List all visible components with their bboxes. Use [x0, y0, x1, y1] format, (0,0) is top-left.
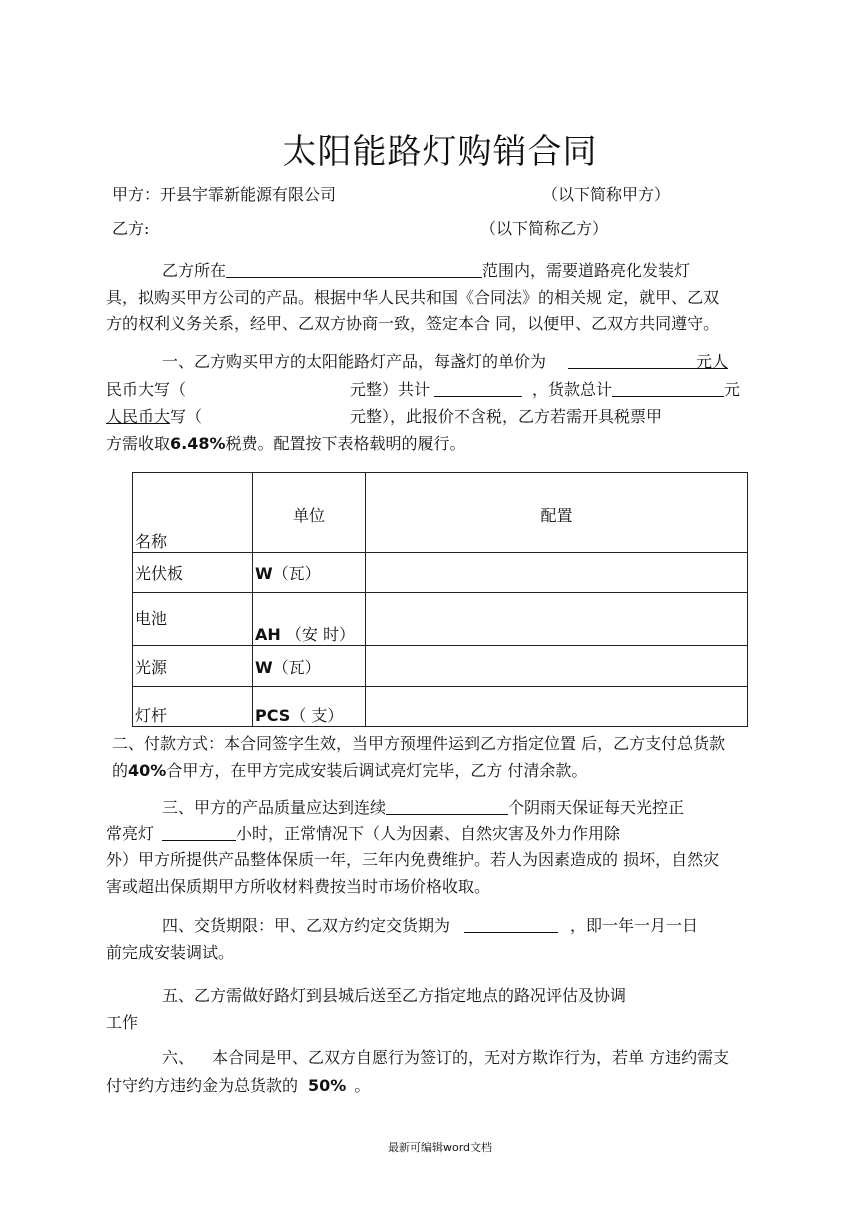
clause3-text-1b: 个阴雨天保证每天光控正: [508, 798, 685, 817]
clause3-text-2b: 小时，正常情况下（人为因素、自然灾害及外力作用除: [236, 824, 621, 843]
clause4-text-1a: 四、交货期限：甲、乙双方约定交货期为: [162, 916, 451, 935]
table-row: [133, 646, 748, 687]
clause1-text-2c: ，货款总计: [532, 380, 613, 399]
row-unit-code: PCS: [255, 706, 291, 725]
intro-text-1b: 范围内，需要道路亮化发装灯: [482, 261, 691, 280]
clause2-text-2a: 的: [112, 761, 129, 780]
lighting-hours-blank[interactable]: [162, 824, 236, 841]
clause1-text-3c: 元整），此报价不含税，乙方若需开具税票甲: [350, 407, 663, 426]
clause1-text-1a: 一、乙方购买甲方的太阳能路灯产品，每盏灯的单价为: [162, 352, 547, 371]
row-name: 灯杆: [133, 687, 253, 727]
clause1-line-4: [106, 434, 466, 454]
table-row: [133, 593, 748, 646]
clause6-text-2c: 。: [354, 1076, 371, 1095]
row-unit-text: （ 支）: [290, 706, 344, 725]
clause4-line-2: 前完成安装调试。: [106, 943, 235, 962]
delivery-period-blank[interactable]: [464, 916, 558, 933]
clause3-text-2a: 常亮灯: [106, 824, 155, 843]
clause1-text-3a: 人民币大: [106, 407, 171, 426]
document-title: 太阳能路灯购销合同: [282, 132, 598, 172]
clause6-text-2a: 付守约方违约金为总货款的: [106, 1076, 299, 1095]
clause4-line-1: [162, 916, 698, 936]
tax-rate: 6.48%: [170, 434, 226, 453]
deposit-rate: 40%: [128, 761, 167, 780]
row-config-cell[interactable]: [366, 687, 748, 727]
clause6-text-1a: 六、: [162, 1048, 195, 1067]
clause2-line-1: 二、付款方式：本合同签字生效，当甲方预埋件运到乙方指定位置 后，乙方支付总货款: [112, 734, 726, 753]
clause3-line-1: [162, 798, 684, 818]
row-unit: [253, 553, 366, 593]
clause1-line-3: [106, 407, 662, 427]
intro-line-2: 具，拟购买甲方公司的产品。根据中华人民共和国《合同法》的相关规 定，就甲、乙双: [106, 288, 720, 307]
clause6-text-1b: 本合同是甲、乙双方自愿行为签订的，无对方欺诈行为，若单 方违约需支: [212, 1048, 730, 1067]
total-price-blank[interactable]: [612, 380, 724, 397]
row-name: 光源: [133, 646, 253, 687]
table-header-row: [133, 473, 748, 553]
row-unit-text: （安 时）: [285, 625, 355, 644]
clause1-text-2d: 元: [724, 380, 741, 399]
clause1-line-1: [162, 352, 728, 372]
clause1-text-3b: 写（: [170, 407, 203, 426]
row-unit: [253, 646, 366, 687]
clause5-line-1: 五、乙方需做好路灯到县城后送至乙方指定地点的路况评估及协调: [162, 986, 627, 1005]
clause2-line-2: [112, 761, 587, 781]
table-row: [133, 553, 748, 593]
intro-text-1a: 乙方所在: [162, 261, 227, 280]
clause1-text-4c: 税费。配置按下表格载明的履行。: [225, 434, 466, 453]
table-row: [133, 687, 748, 727]
clause3-text-1a: 三、甲方的产品质量应达到连续: [162, 798, 387, 817]
clause2-text-2c: 合甲方，在甲方完成安装后调试亮灯完毕，乙方 付清余款。: [166, 761, 588, 780]
party-a-note: （以下简称甲方）: [542, 185, 671, 204]
row-name: 光伏板: [133, 553, 253, 593]
clause1-text-2a: 民币大写（: [106, 380, 187, 399]
row-unit-code: W: [255, 564, 273, 583]
intro-line-3: 方的权利义务关系，经甲、乙双方协商一致，签定本合 同，以便甲、乙双方共同遵守。: [106, 314, 720, 333]
clause3-line-3: 外）甲方所提供产品整体保质一年，三年内免费维护。若人为因素造成的 损坏，自然灾: [106, 850, 720, 869]
rainy-days-blank[interactable]: [386, 798, 508, 815]
clause1-text-2b: 元整）共计: [350, 380, 431, 399]
row-unit-code: AH: [255, 625, 281, 644]
penalty-rate: 50%: [308, 1076, 347, 1095]
clause1-text-1b: 元人: [696, 352, 729, 371]
row-unit-text: （瓦）: [272, 564, 321, 583]
row-unit: [253, 687, 366, 727]
clause6-line-1: [162, 1048, 729, 1068]
clause6-line-2: [106, 1076, 370, 1096]
clause3-line-4: 害或超出保质期甲方所收材料费按当时市场价格收取。: [106, 877, 491, 896]
row-name: 电池: [133, 593, 253, 646]
location-blank[interactable]: [226, 261, 482, 278]
row-config-cell[interactable]: [366, 646, 748, 687]
clause4-text-1b: ，即一年一月一日: [570, 916, 699, 935]
page-footer: 最新可编辑word文档: [387, 1141, 493, 1154]
unit-price-blank[interactable]: [568, 352, 696, 369]
quantity-blank[interactable]: [434, 380, 522, 397]
row-unit-text: （瓦）: [272, 657, 321, 677]
header-config: 配置: [366, 473, 748, 553]
clause1-text-4a: 方需收取: [106, 434, 171, 453]
clause1-line-2: [106, 380, 740, 400]
header-name: 名称: [133, 473, 253, 553]
row-config-cell[interactable]: [366, 593, 748, 646]
row-unit: [253, 593, 366, 646]
party-a-label: 甲方：开县宇霏新能源有限公司: [112, 185, 337, 204]
party-b-note: （以下简称乙方）: [480, 219, 609, 238]
row-config-cell[interactable]: [366, 553, 748, 593]
header-unit: 单位: [253, 473, 366, 553]
config-table: [132, 472, 748, 727]
party-b-label: 乙方:: [112, 219, 150, 238]
row-unit-code: W: [255, 657, 273, 677]
clause5-line-2: 工作: [106, 1013, 139, 1032]
intro-line-1: [162, 261, 690, 281]
clause3-line-2: [106, 824, 620, 844]
